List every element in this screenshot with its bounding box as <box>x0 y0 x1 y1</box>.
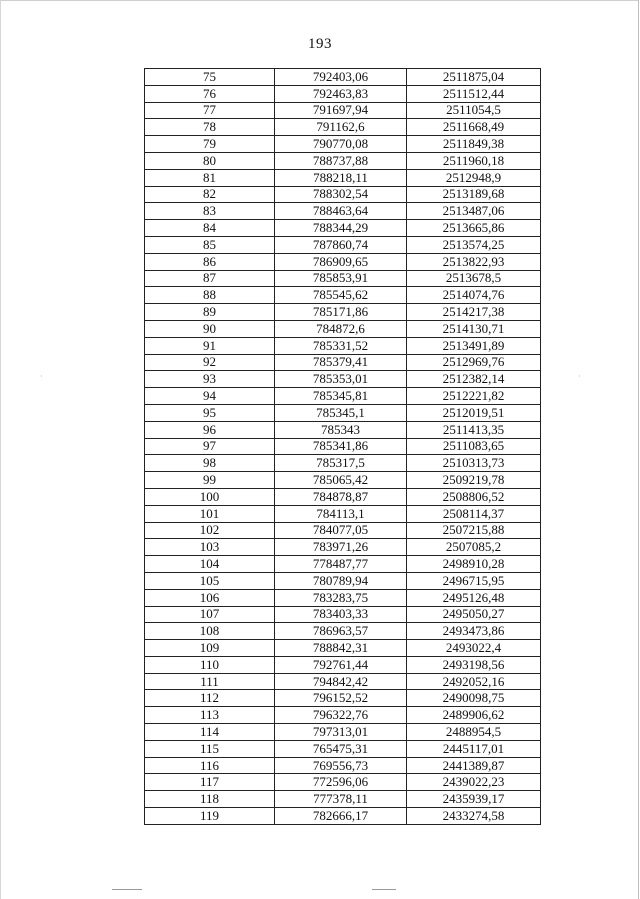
y-coordinate-cell: 2513189,68 <box>407 186 541 203</box>
y-coordinate-cell: 2511875,04 <box>407 69 541 86</box>
point-number-cell: 97 <box>145 438 275 455</box>
table-row <box>145 640 541 657</box>
y-coordinate-cell: 2511512,44 <box>407 85 541 102</box>
y-coordinate-cell: 2495050,27 <box>407 606 541 623</box>
y-coordinate-cell: 2512969,76 <box>407 354 541 371</box>
y-coordinate-cell: 2433274,58 <box>407 808 541 825</box>
point-number-cell: 103 <box>145 539 275 556</box>
point-number-cell: 85 <box>145 236 275 253</box>
x-coordinate-cell: 785317,5 <box>275 455 407 472</box>
x-coordinate-cell: 783403,33 <box>275 606 407 623</box>
point-number-cell: 117 <box>145 774 275 791</box>
table-row <box>145 656 541 673</box>
scan-artifact-line <box>112 889 142 890</box>
y-coordinate-cell: 2435939,17 <box>407 791 541 808</box>
x-coordinate-cell: 788302,54 <box>275 186 407 203</box>
table-row <box>145 556 541 573</box>
y-coordinate-cell: 2495126,48 <box>407 589 541 606</box>
table-row <box>145 757 541 774</box>
table-row <box>145 169 541 186</box>
y-coordinate-cell: 2488954,5 <box>407 724 541 741</box>
y-coordinate-cell: 2514217,38 <box>407 304 541 321</box>
y-coordinate-cell: 2513574,25 <box>407 236 541 253</box>
y-coordinate-cell: 2492052,16 <box>407 673 541 690</box>
y-coordinate-cell: 2496715,95 <box>407 572 541 589</box>
x-coordinate-cell: 765475,31 <box>275 740 407 757</box>
table-row <box>145 488 541 505</box>
x-coordinate-cell: 796152,52 <box>275 690 407 707</box>
x-coordinate-cell: 785345,1 <box>275 404 407 421</box>
scan-speck-left: · <box>40 372 43 381</box>
x-coordinate-cell: 778487,77 <box>275 556 407 573</box>
table-row <box>145 589 541 606</box>
point-number-cell: 81 <box>145 169 275 186</box>
point-number-cell: 83 <box>145 203 275 220</box>
table-row <box>145 808 541 825</box>
y-coordinate-cell: 2514130,71 <box>407 320 541 337</box>
x-coordinate-cell: 785331,52 <box>275 337 407 354</box>
x-coordinate-cell: 782666,17 <box>275 808 407 825</box>
table-row <box>145 421 541 438</box>
point-number-cell: 95 <box>145 404 275 421</box>
point-number-cell: 82 <box>145 186 275 203</box>
x-coordinate-cell: 788842,31 <box>275 640 407 657</box>
x-coordinate-cell: 785379,41 <box>275 354 407 371</box>
scan-edge-left <box>0 0 2 899</box>
table-row <box>145 606 541 623</box>
y-coordinate-cell: 2441389,87 <box>407 757 541 774</box>
point-number-cell: 112 <box>145 690 275 707</box>
table-row <box>145 136 541 153</box>
y-coordinate-cell: 2507215,88 <box>407 522 541 539</box>
table-row <box>145 371 541 388</box>
y-coordinate-cell: 2490098,75 <box>407 690 541 707</box>
y-coordinate-cell: 2493473,86 <box>407 623 541 640</box>
table-row <box>145 287 541 304</box>
table-row <box>145 304 541 321</box>
y-coordinate-cell: 2510313,73 <box>407 455 541 472</box>
y-coordinate-cell: 2509219,78 <box>407 472 541 489</box>
table-row <box>145 539 541 556</box>
point-number-cell: 78 <box>145 119 275 136</box>
x-coordinate-cell: 792463,83 <box>275 85 407 102</box>
y-coordinate-cell: 2489906,62 <box>407 707 541 724</box>
x-coordinate-cell: 769556,73 <box>275 757 407 774</box>
table-row <box>145 253 541 270</box>
point-number-cell: 110 <box>145 656 275 673</box>
y-coordinate-cell: 2445117,01 <box>407 740 541 757</box>
point-number-cell: 108 <box>145 623 275 640</box>
y-coordinate-cell: 2511668,49 <box>407 119 541 136</box>
table-row <box>145 673 541 690</box>
x-coordinate-cell: 780789,94 <box>275 572 407 589</box>
table-row <box>145 438 541 455</box>
table-row <box>145 320 541 337</box>
y-coordinate-cell: 2498910,28 <box>407 556 541 573</box>
point-number-cell: 107 <box>145 606 275 623</box>
table-row <box>145 472 541 489</box>
y-coordinate-cell: 2512948,9 <box>407 169 541 186</box>
x-coordinate-cell: 785343 <box>275 421 407 438</box>
x-coordinate-cell: 777378,11 <box>275 791 407 808</box>
point-number-cell: 77 <box>145 102 275 119</box>
table-row <box>145 388 541 405</box>
x-coordinate-cell: 785545,62 <box>275 287 407 304</box>
table-row <box>145 85 541 102</box>
point-number-cell: 101 <box>145 505 275 522</box>
x-coordinate-cell: 785065,42 <box>275 472 407 489</box>
y-coordinate-cell: 2513491,89 <box>407 337 541 354</box>
x-coordinate-cell: 790770,08 <box>275 136 407 153</box>
coordinates-table-body <box>145 69 541 825</box>
table-row <box>145 186 541 203</box>
point-number-cell: 89 <box>145 304 275 321</box>
point-number-cell: 96 <box>145 421 275 438</box>
y-coordinate-cell: 2508806,52 <box>407 488 541 505</box>
point-number-cell: 111 <box>145 673 275 690</box>
x-coordinate-cell: 785171,86 <box>275 304 407 321</box>
x-coordinate-cell: 786909,65 <box>275 253 407 270</box>
point-number-cell: 91 <box>145 337 275 354</box>
table-row <box>145 69 541 86</box>
point-number-cell: 102 <box>145 522 275 539</box>
table-row <box>145 690 541 707</box>
y-coordinate-cell: 2513665,86 <box>407 220 541 237</box>
x-coordinate-cell: 791162,6 <box>275 119 407 136</box>
x-coordinate-cell: 797313,01 <box>275 724 407 741</box>
page-number: 193 <box>308 36 332 52</box>
table-row <box>145 505 541 522</box>
table-row <box>145 724 541 741</box>
table-row <box>145 740 541 757</box>
x-coordinate-cell: 785853,91 <box>275 270 407 287</box>
y-coordinate-cell: 2513822,93 <box>407 253 541 270</box>
table-row <box>145 572 541 589</box>
point-number-cell: 104 <box>145 556 275 573</box>
table-row <box>145 220 541 237</box>
scan-edge-top <box>0 0 638 2</box>
y-coordinate-cell: 2512221,82 <box>407 388 541 405</box>
y-coordinate-cell: 2493198,56 <box>407 656 541 673</box>
x-coordinate-cell: 792403,06 <box>275 69 407 86</box>
x-coordinate-cell: 784077,05 <box>275 522 407 539</box>
point-number-cell: 115 <box>145 740 275 757</box>
point-number-cell: 98 <box>145 455 275 472</box>
scan-artifact-line <box>372 889 396 890</box>
table-row <box>145 774 541 791</box>
point-number-cell: 113 <box>145 707 275 724</box>
y-coordinate-cell: 2512019,51 <box>407 404 541 421</box>
y-coordinate-cell: 2511413,35 <box>407 421 541 438</box>
y-coordinate-cell: 2512382,14 <box>407 371 541 388</box>
point-number-cell: 80 <box>145 152 275 169</box>
x-coordinate-cell: 785341,86 <box>275 438 407 455</box>
point-number-cell: 118 <box>145 791 275 808</box>
table-row <box>145 236 541 253</box>
table-row <box>145 102 541 119</box>
point-number-cell: 99 <box>145 472 275 489</box>
point-number-cell: 76 <box>145 85 275 102</box>
point-number-cell: 90 <box>145 320 275 337</box>
point-number-cell: 94 <box>145 388 275 405</box>
y-coordinate-cell: 2507085,2 <box>407 539 541 556</box>
y-coordinate-cell: 2439022,23 <box>407 774 541 791</box>
point-number-cell: 114 <box>145 724 275 741</box>
point-number-cell: 119 <box>145 808 275 825</box>
point-number-cell: 79 <box>145 136 275 153</box>
coordinates-table <box>144 68 541 825</box>
scan-speck-right: · <box>578 372 581 381</box>
point-number-cell: 116 <box>145 757 275 774</box>
y-coordinate-cell: 2513487,06 <box>407 203 541 220</box>
x-coordinate-cell: 786963,57 <box>275 623 407 640</box>
table-row <box>145 522 541 539</box>
x-coordinate-cell: 796322,76 <box>275 707 407 724</box>
table-row <box>145 152 541 169</box>
x-coordinate-cell: 772596,06 <box>275 774 407 791</box>
x-coordinate-cell: 784872,6 <box>275 320 407 337</box>
x-coordinate-cell: 788344,29 <box>275 220 407 237</box>
table-row <box>145 337 541 354</box>
table-row <box>145 119 541 136</box>
y-coordinate-cell: 2493022,4 <box>407 640 541 657</box>
y-coordinate-cell: 2511054,5 <box>407 102 541 119</box>
x-coordinate-cell: 785345,81 <box>275 388 407 405</box>
x-coordinate-cell: 791697,94 <box>275 102 407 119</box>
point-number-cell: 86 <box>145 253 275 270</box>
point-number-cell: 105 <box>145 572 275 589</box>
y-coordinate-cell: 2511083,65 <box>407 438 541 455</box>
x-coordinate-cell: 785353,01 <box>275 371 407 388</box>
x-coordinate-cell: 792761,44 <box>275 656 407 673</box>
table-row <box>145 354 541 371</box>
table-row <box>145 270 541 287</box>
table-row <box>145 404 541 421</box>
y-coordinate-cell: 2508114,37 <box>407 505 541 522</box>
table-row <box>145 455 541 472</box>
point-number-cell: 92 <box>145 354 275 371</box>
y-coordinate-cell: 2511849,38 <box>407 136 541 153</box>
point-number-cell: 100 <box>145 488 275 505</box>
y-coordinate-cell: 2514074,76 <box>407 287 541 304</box>
table-row <box>145 791 541 808</box>
point-number-cell: 75 <box>145 69 275 86</box>
x-coordinate-cell: 783971,26 <box>275 539 407 556</box>
x-coordinate-cell: 784113,1 <box>275 505 407 522</box>
x-coordinate-cell: 784878,87 <box>275 488 407 505</box>
scan-edge-right <box>637 0 639 899</box>
point-number-cell: 106 <box>145 589 275 606</box>
x-coordinate-cell: 783283,75 <box>275 589 407 606</box>
point-number-cell: 109 <box>145 640 275 657</box>
x-coordinate-cell: 788463,64 <box>275 203 407 220</box>
point-number-cell: 84 <box>145 220 275 237</box>
y-coordinate-cell: 2513678,5 <box>407 270 541 287</box>
point-number-cell: 88 <box>145 287 275 304</box>
x-coordinate-cell: 788737,88 <box>275 152 407 169</box>
y-coordinate-cell: 2511960,18 <box>407 152 541 169</box>
x-coordinate-cell: 788218,11 <box>275 169 407 186</box>
table-row <box>145 623 541 640</box>
point-number-cell: 93 <box>145 371 275 388</box>
x-coordinate-cell: 794842,42 <box>275 673 407 690</box>
point-number-cell: 87 <box>145 270 275 287</box>
x-coordinate-cell: 787860,74 <box>275 236 407 253</box>
table-row <box>145 203 541 220</box>
table-row <box>145 707 541 724</box>
